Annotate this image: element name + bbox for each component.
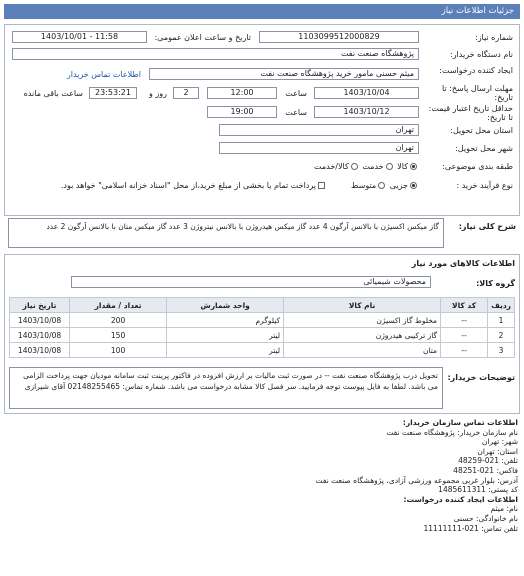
table-row: [10, 343, 515, 358]
summary-text: گاز میکس اکسیژن با بالانس آرگون 4 عدد گاز میکس هیدروژن با بالانس نیتروژن 3 عدد گاز میکس متان با بالانس آرگون 2 عدد: [8, 218, 444, 248]
reply-time-field: 12:00: [207, 87, 277, 99]
validity-label: حداقل تاریخ اعتبار قیمت: تا تاریخ:: [428, 104, 513, 122]
goods-table: [9, 297, 515, 358]
org-phone: تلفن: 021-48259: [458, 456, 518, 466]
process-radio-group: جزیی متوسط: [351, 181, 419, 190]
cell-code: --: [441, 313, 488, 328]
org-province: استان: تهران: [477, 446, 518, 456]
reply-deadline-label: مهلت ارسال پاسخ: تا تاریخ:: [441, 84, 513, 102]
remaining-time-field: 23:53:21: [89, 87, 137, 99]
need-details-panel: [4, 24, 520, 216]
org-address: آدرس: بلوار غربی مجموعه ورزشی آزادی، پژوهشگاه صنعت نفت: [315, 475, 518, 485]
cell-code: --: [441, 343, 488, 358]
page-title: جزئیات اطلاعات نیاز: [441, 6, 514, 16]
creator-contact-title: اطلاعات ایجاد کننده درخواست:: [403, 494, 518, 504]
org-name: نام سازمان خریدار: پژوهشگاه صنعت نفت: [386, 427, 518, 437]
validity-time-label: ساعت: [285, 108, 307, 117]
cell-unit: کیلوگرم: [167, 313, 284, 328]
col-qty: تعداد / مقدار: [70, 298, 167, 313]
col-code: کد کالا: [441, 298, 488, 313]
category-label: طبقه بندی موضوعی:: [442, 162, 513, 171]
reply-time-label: ساعت: [285, 89, 307, 98]
category-goods-radio[interactable]: [410, 163, 417, 170]
remaining-label: ساعت باقی مانده: [23, 89, 83, 98]
need-number-label: شماره نیاز:: [475, 33, 513, 42]
cell-row: 3: [488, 343, 515, 358]
remaining-days-field: 2: [173, 87, 199, 99]
goods-table-header: [10, 298, 515, 313]
org-city: شهر: تهران: [481, 437, 518, 447]
table-row: [10, 313, 515, 328]
delivery-province-field: تهران: [219, 124, 419, 136]
need-number-field: 1103099512000829: [259, 31, 419, 43]
goods-group-label: گروه کالا:: [476, 279, 515, 288]
buyer-org-field: پژوهشگاه صنعت نفت: [12, 48, 419, 60]
cell-row: 1: [488, 313, 515, 328]
cell-unit: لیتر: [167, 343, 284, 358]
announce-label: تاریخ و ساعت اعلان عمومی:: [154, 33, 251, 42]
buyer-contact-link[interactable]: اطلاعات تماس خریدار: [66, 70, 141, 79]
col-row: ردیف: [488, 298, 515, 313]
validity-date-field: 1403/10/12: [314, 106, 419, 118]
cell-qty: 200: [70, 313, 167, 328]
creator-field: میثم حسنی مامور خرید پژوهشگاه صنعت نفت: [149, 68, 419, 80]
process-medium-radio[interactable]: [378, 182, 385, 189]
cell-name: متان: [284, 343, 441, 358]
process-label: نوع فرآیند خرید :: [456, 181, 513, 190]
category-goods-service-radio[interactable]: [351, 163, 358, 170]
category-radio-group: کالا خدمت کالا/خدمت: [314, 162, 419, 171]
validity-time-field: 19:00: [207, 106, 277, 118]
goods-section-title: اطلاعات کالاهای مورد نیاز: [411, 259, 515, 268]
cell-qty: 150: [70, 328, 167, 343]
cell-name: گاز ترکیبی هیدروژن: [284, 328, 441, 343]
col-unit: واحد شمارش: [167, 298, 284, 313]
creator-phone: تلفن تماس: 021-11111111: [423, 523, 518, 533]
category-service-radio[interactable]: [386, 163, 393, 170]
announce-field: 1403/10/01 - 11:58: [12, 31, 147, 43]
contact-info: [8, 418, 518, 533]
reply-date-field: 1403/10/04: [314, 87, 419, 99]
org-contact-title: اطلاعات تماس سازمان خریدار:: [402, 418, 518, 427]
cell-qty: 100: [70, 343, 167, 358]
buyer-org-label: نام دستگاه خریدار:: [450, 50, 513, 59]
org-postal: کد پستی: 1485611311: [438, 485, 518, 495]
delivery-province-label: استان محل تحویل:: [450, 126, 513, 135]
goods-section: [4, 254, 520, 414]
buyer-notes-text: تحویل درب پژوهشگاه صنعت نفت -- در صورت ثبت مالیات بر ارزش افزوده در فاکتور پرینت ثبت سامانه مودیان جهت پرداخت الزامی می باشد. لطفا به فایل پیوست توجه فرمایید. سر فصل کالا مشابه درخواست می باشد. شماره تماس: 02148255465 آقای شیرازی: [9, 367, 443, 409]
cell-date: 1403/10/08: [10, 343, 70, 358]
payment-option: پرداخت تمام یا بخشی از مبلغ خرید،از محل "اسناد خزانه اسلامی" خواهد بود.: [61, 181, 327, 190]
creator-last-name: نام خانوادگی: حسنی: [453, 513, 518, 523]
summary-label: شرح کلی نیاز:: [458, 222, 516, 231]
col-name: نام کالا: [284, 298, 441, 313]
table-row: [10, 328, 515, 343]
delivery-city-label: شهر محل تحویل:: [455, 144, 513, 153]
buyer-notes-label: توضیحات خریدار:: [447, 373, 515, 382]
cell-date: 1403/10/08: [10, 328, 70, 343]
process-minor-radio[interactable]: [410, 182, 417, 189]
goods-group-field: محصولات شیمیائی: [71, 276, 431, 288]
page-header: [4, 4, 520, 19]
cell-date: 1403/10/08: [10, 313, 70, 328]
cell-row: 2: [488, 328, 515, 343]
payment-checkbox[interactable]: [318, 182, 325, 189]
col-date: تاریخ نیاز: [10, 298, 70, 313]
delivery-city-field: تهران: [219, 142, 419, 154]
cell-unit: لیتر: [167, 328, 284, 343]
day-label: روز و: [149, 89, 167, 98]
creator-label: ایجاد کننده درخواست:: [439, 66, 513, 75]
creator-first-name: نام: میثم: [490, 504, 518, 514]
org-fax: فاکس: 021-48251: [453, 465, 518, 475]
cell-name: مخلوط گاز اکسیژن: [284, 313, 441, 328]
cell-code: --: [441, 328, 488, 343]
